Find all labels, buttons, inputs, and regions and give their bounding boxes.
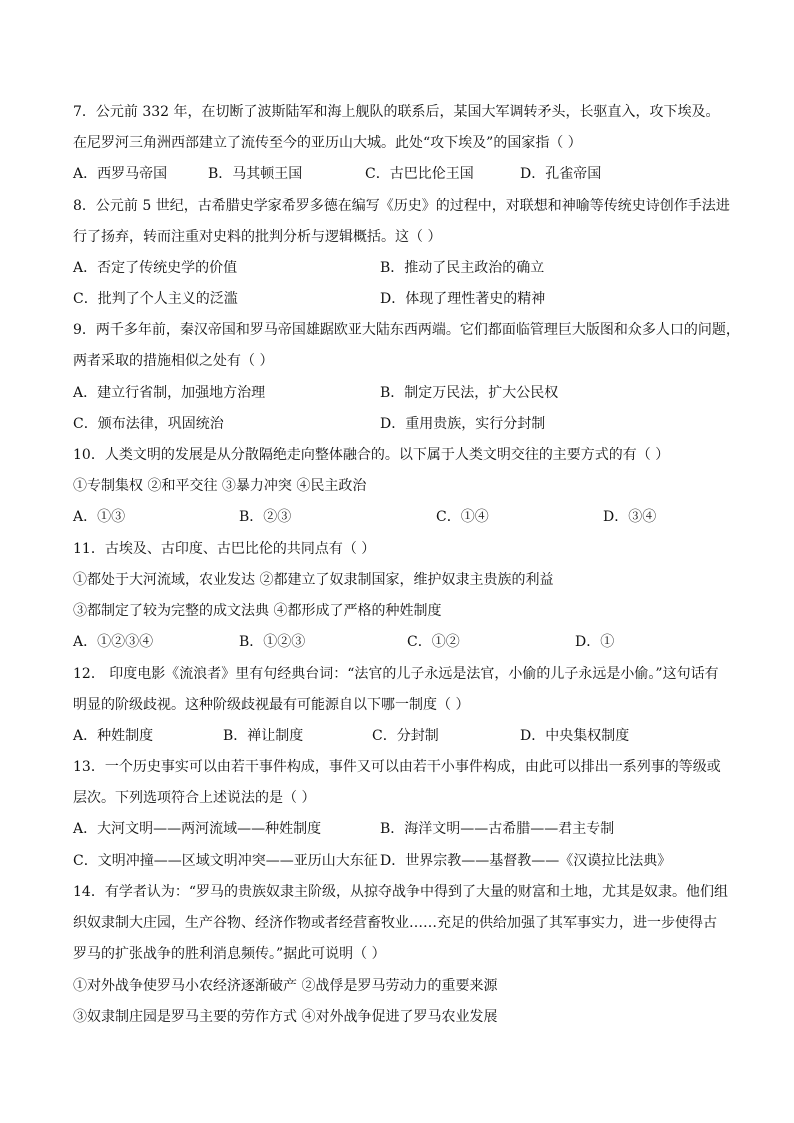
- q10-option-c: C．①④: [436, 509, 489, 525]
- q8-option-d: D．体现了理性著史的精神: [380, 291, 546, 307]
- q7-option-d: D．孔雀帝国: [520, 166, 602, 182]
- q9-option-b: B．制定万民法，扩大公民权: [380, 385, 559, 401]
- q7-stem-line2: 在尼罗河三角洲西部建立了流传至今的亚历山大城。此处“攻下埃及”的国家指（ ）: [73, 135, 582, 151]
- q10-option-d: D．③④: [603, 509, 657, 525]
- q14-statements-2: ③奴隶制庄园是罗马主要的劳作方式 ④对外战争促进了罗马农业发展: [73, 1009, 498, 1025]
- q12-option-c: C．分封制: [372, 728, 439, 744]
- q13-option-c: C．文明冲撞——区域文明冲突——亚历山大东征: [73, 853, 378, 869]
- q8-option-c: C．批判了个人主义的泛滥: [73, 291, 238, 307]
- q10-stem-line1: 10．人类文明的发展是从分散隔绝走向整体融合的。以下属于人类文明交往的主要方式的有（ ）: [73, 447, 670, 463]
- q12-stem-line2: 明显的阶级歧视。这种阶级歧视最有可能源自以下哪一制度（ ）: [73, 697, 470, 713]
- q13-stem-line1: 13．一个历史事实可以由若干事件构成，事件又可以由若干小事件构成，由此可以排出一系列事的等级或: [73, 759, 721, 775]
- q9-stem-line1: 9．两千多年前，秦汉帝国和罗马帝国雄踞欧亚大陆东西两端。它们都面临管理巨大版图和众多人口的问题，: [73, 322, 740, 338]
- q13-option-d: D．世界宗教——基督教——《汉谟拉比法典》: [380, 853, 672, 869]
- q11-option-a: A．①②③④: [73, 634, 154, 650]
- q14-stem-line3: 罗马的扩张战争的胜利消息频传。”据此可说明（ ）: [73, 946, 386, 962]
- q8-stem-line2: 行了扬弃，转而注重对史料的批判分析与逻辑概括。这（ ）: [73, 229, 442, 245]
- q14-statements-1: ①对外战争使罗马小农经济逐渐破产 ②战俘是罗马劳动力的重要来源: [73, 978, 498, 994]
- q13-stem-line2: 层次。下列选项符合上述说法的是（ ）: [73, 790, 316, 806]
- q12-stem-line1: 12． 印度电影《流浪者》里有句经典台词：“法官的儿子永远是法官，小偷的儿子永远是小偷。”这句话有: [73, 666, 719, 682]
- q11-option-c: C．①②: [407, 634, 460, 650]
- q9-option-d: D．重用贵族，实行分封制: [380, 416, 546, 432]
- q14-stem-line2: 织奴隶制大庄园，生产谷物、经济作物或者经营畜牧业……充足的供给加强了其军事实力，进一步使得古: [73, 915, 717, 931]
- q7-stem-line1: 7．公元前 332 年，在切断了波斯陆军和海上舰队的联系后，某国大军调转矛头，长驱直入，攻下埃及。: [73, 104, 720, 120]
- q10-statements: ①专制集权 ②和平交往 ③暴力冲突 ④民主政治: [73, 478, 367, 494]
- q8-stem-line1: 8．公元前 5 世纪，古希腊史学家希罗多德在编写《历史》的过程中，对联想和神喻等传统史诗创作手法进: [73, 198, 730, 214]
- q9-stem-line2: 两者采取的措施相似之处有（ ）: [73, 353, 274, 369]
- q10-option-b: B．②③: [239, 509, 292, 525]
- q11-option-b: B．①②③: [239, 634, 306, 650]
- q8-option-b: B．推动了民主政治的确立: [380, 260, 545, 276]
- q13-option-b: B．海洋文明——古希腊——君主专制: [380, 821, 615, 837]
- q12-option-b: B．禅让制度: [223, 728, 304, 744]
- q12-option-d: D．中央集权制度: [520, 728, 630, 744]
- q14-stem-line1: 14．有学者认为：“罗马的贵族奴隶主阶级，从掠夺战争中得到了大量的财富和土地，尤其是奴隶。他们组: [73, 884, 728, 900]
- q13-option-a: A．大河文明——两河流域——种姓制度: [73, 821, 322, 837]
- q11-option-d: D．①: [575, 634, 615, 650]
- q8-option-a: A．否定了传统史学的价值: [73, 260, 238, 276]
- q7-option-b: B．马其顿王国: [208, 166, 303, 182]
- q9-option-c: C．颁布法律，巩固统治: [73, 416, 224, 432]
- q11-statements-2: ③都制定了较为完整的成文法典 ④都形成了严格的种姓制度: [73, 603, 442, 619]
- q10-option-a: A．①③: [73, 509, 126, 525]
- q9-option-a: A．建立行省制，加强地方治理: [73, 385, 266, 401]
- q7-option-c: C．古巴比伦王国: [365, 166, 474, 182]
- q7-option-a: A．西罗马帝国: [73, 166, 168, 182]
- q12-option-a: A．种姓制度: [73, 728, 154, 744]
- q11-statements-1: ①都处于大河流域，农业发达 ②都建立了奴隶制国家，维护奴隶主贵族的利益: [73, 572, 554, 588]
- q11-stem-line1: 11．古埃及、古印度、古巴比伦的共同点有（ ）: [73, 541, 376, 557]
